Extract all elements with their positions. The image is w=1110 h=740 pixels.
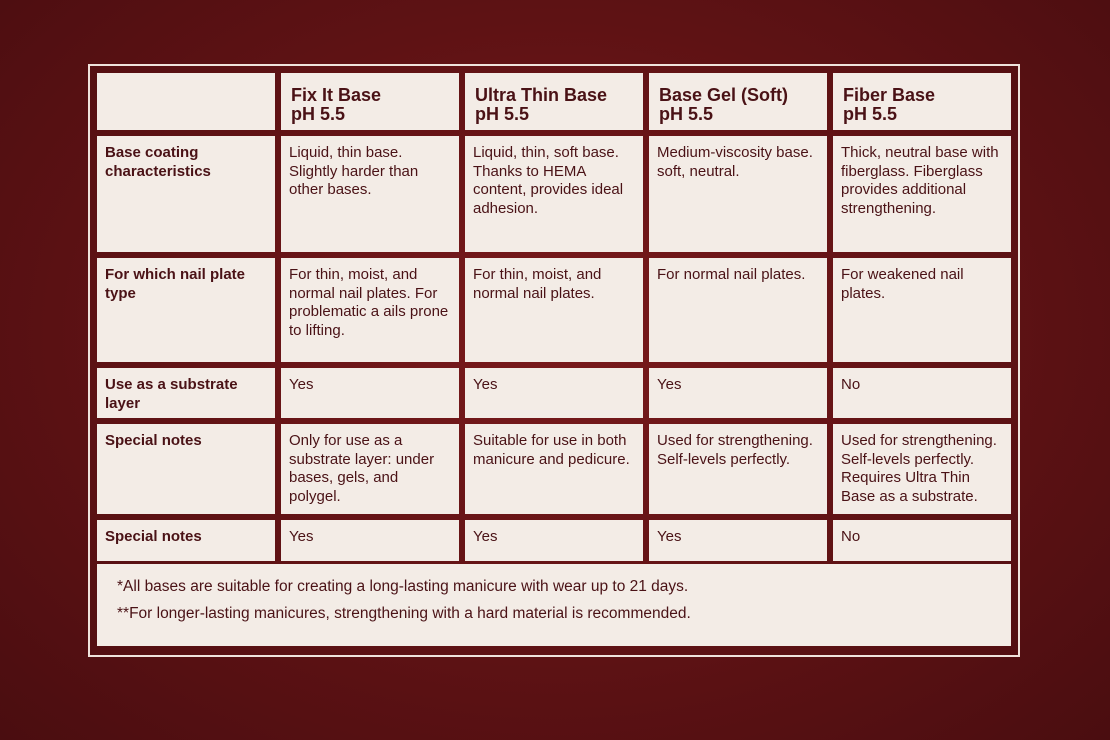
table-cell: Yes — [465, 520, 643, 561]
header-ultra-thin-base — [465, 73, 643, 130]
table-cell: No — [833, 368, 1011, 418]
table-cell: Liquid, thin base. Slightly harder than other bases. — [281, 136, 459, 252]
header-fix-it-base — [281, 73, 459, 130]
row-label-special-notes: Special notes — [97, 424, 275, 514]
footnotes — [97, 564, 1011, 646]
header-product-name: Fix It Base — [291, 85, 382, 105]
header-product-name: Fiber Base — [843, 85, 936, 105]
table-cell: Liquid, thin, soft base. Thanks to HEMA content, provides ideal adhesion. — [465, 136, 643, 252]
table-cell: For normal nail plates. — [649, 258, 827, 362]
table-cell: Only for use as a substrate layer: under bases, gels, and polygel. — [281, 424, 459, 514]
row-label-special-notes-2: Special notes — [97, 520, 275, 561]
table-cell: Used for strengthening. Self-levels perfectly. — [649, 424, 827, 514]
comparison-table — [97, 73, 1011, 561]
footnote-1: *All bases are suitable for creating a long-lasting manicure with wear up to 21 days. — [117, 578, 689, 595]
table-cell: For thin, moist, and normal nail plates. — [465, 258, 643, 362]
footnote-2: **For longer-lasting manicures, strengthening with a hard material is recommended. — [117, 605, 691, 622]
row-label-substrate: Use as a substrate layer — [97, 368, 275, 418]
header-product-ph: pH 5.5 — [659, 104, 714, 124]
header-product-name: Ultra Thin Base — [475, 85, 608, 105]
row-label-nail-plate: For which nail plate type — [97, 258, 275, 362]
table-cell: Thick, neutral base with fiberglass. Fiberglass provides additional strengthening. — [833, 136, 1011, 252]
header-base-gel-soft — [649, 73, 827, 130]
header-product-ph: pH 5.5 — [291, 104, 346, 124]
table-cell: Medium-viscosity base. soft, neutral. — [649, 136, 827, 252]
table-cell: Yes — [649, 368, 827, 418]
table-cell: Yes — [465, 368, 643, 418]
header-product-ph: pH 5.5 — [475, 104, 530, 124]
table-cell: Used for strengthening. Self-levels perfectly. Requires Ultra Thin Base as a substrate. — [833, 424, 1011, 514]
header-fiber-base — [833, 73, 1011, 130]
table-cell: Yes — [281, 520, 459, 561]
row-label-coating: Base coating characteristics — [97, 136, 275, 252]
header-product-ph: pH 5.5 — [843, 104, 898, 124]
table-cell: Yes — [281, 368, 459, 418]
table-cell: For thin, moist, and normal nail plates. For problematic a ails prone to lifting. — [281, 258, 459, 362]
table-cell: For weakened nail plates. — [833, 258, 1011, 362]
header-empty-cell — [97, 73, 275, 130]
header-product-name: Base Gel (Soft) — [659, 85, 789, 105]
table-cell: No — [833, 520, 1011, 561]
table-cell: Yes — [649, 520, 827, 561]
table-cell: Suitable for use in both manicure and pedicure. — [465, 424, 643, 514]
